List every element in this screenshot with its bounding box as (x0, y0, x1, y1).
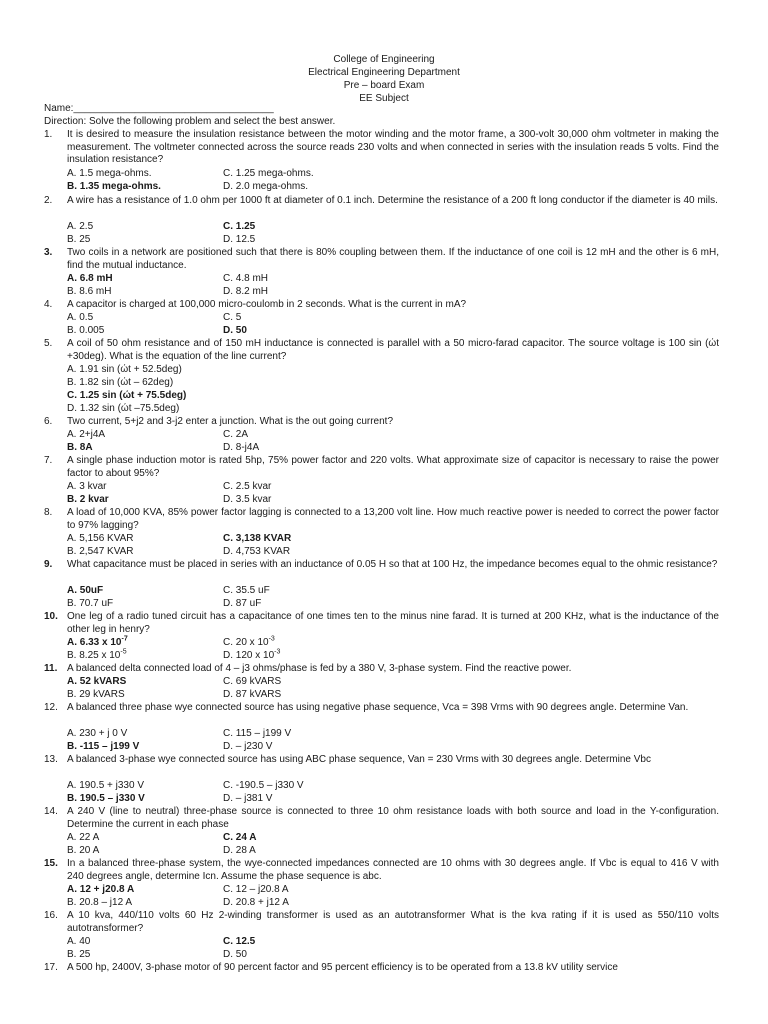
question-text: Two current, 5+j2 and 3-j2 enter a junction. What is the out going current? (67, 416, 394, 427)
option-d: D. 1.32 sin (ώt –75.5deg) (67, 403, 180, 414)
option-c: C. 3,138 KVAR (223, 533, 292, 544)
question-text: Two coils in a network are positioned such that there is 80% coupling between them. If the inductance of one coil is 12 mH and the other is 6 mH, find the mutual inductance. (67, 247, 719, 271)
option-d: D. 4,753 KVAR (223, 546, 291, 557)
question-text: A balanced three phase wye connected source has using negative phase sequence, Vca = 398 Vrms with 90 degrees angle. Determine Van. (67, 702, 689, 713)
option-d: D. 20.8 + j12 A (223, 897, 289, 908)
option-a: A. 1.5 mega-ohms. (67, 168, 152, 179)
option-d: D. 12.5 (223, 234, 256, 245)
option-c: C. 1.25 sin (ώt + 75.5deg) (67, 390, 187, 401)
option-a: A. 50uF (67, 585, 104, 596)
option-c: C. 2.5 kvar (223, 481, 272, 492)
question-text: One leg of a radio tuned circuit has a capacitance of one times ten to the minus nine farad. It is turned at 200 KHz, what is the inductance of the other leg in henry? (67, 611, 719, 635)
option-b: B. 8.25 x $10^{-5}$ (67, 648, 127, 661)
option-b: B. 70.7 uF (67, 598, 114, 609)
question-number: 11. (44, 663, 58, 674)
option-b: B. 20.8 – j12 A (67, 897, 133, 908)
question-text: It is desired to measure the insulation resistance between the motor winding and the motor frame, a 300-volt 30,000 ohm voltmeter in making the measurement. The voltmeter connected across the source reads 230 volts and when connected in series with the insulation reads 5 volts. Find the insulation resistance? (67, 129, 719, 166)
option-c: C. 1.25 mega-ohms. (223, 168, 314, 179)
option-b: B. 8A (67, 442, 93, 453)
option-a: A. 22 A (67, 832, 100, 843)
option-b: B. 1.35 mega-ohms. (67, 181, 161, 192)
option-a: A. 52 kVARS (67, 676, 127, 687)
question-text: A single phase induction motor is rated 5hp, 75% power factor and 220 volts. What approximate size of capacitor is necessary to raise the power factor to about 95%? (67, 455, 719, 479)
option-b: B. 25 (67, 234, 91, 245)
option-a: A. 2+j4A (67, 429, 106, 440)
option-a: A. 6.8 mH (67, 273, 113, 284)
question-number: 3. (44, 247, 53, 258)
question-number: 7. (44, 455, 53, 466)
option-d: D. 3.5 kvar (223, 494, 272, 505)
question-number: 13. (44, 754, 58, 765)
option-c: C. 4.8 mH (223, 273, 269, 284)
option-a: A. 40 (67, 936, 91, 947)
option-a: A. 5,156 KVAR (67, 533, 134, 544)
question-number: 5. (44, 338, 53, 349)
option-c: C. 20 x $10^{-3}$ (223, 635, 275, 648)
option-d: D. 87 kVARS (223, 689, 282, 700)
header-exam: Pre – board Exam (343, 80, 425, 91)
option-c: C. 35.5 uF (223, 585, 270, 596)
question-number: 2. (44, 195, 53, 206)
header-college: College of Engineering (333, 54, 435, 65)
option-c: C. 2A (223, 429, 249, 440)
header-department: Electrical Engineering Department (308, 67, 460, 78)
option-c: C. 115 – j199 V (223, 728, 292, 739)
option-b: B. 0.005 (67, 325, 105, 336)
option-a: A. 12 + j20.8 A (67, 884, 135, 895)
question-text: A coil of 50 ohm resistance and of 150 mH inductance is connected is parallel with a 50 micro-farad capacitor. The source voltage is 100 sin (ώt +30deg). What is the equation of the line current? (67, 338, 719, 362)
option-d: D. 8.2 mH (223, 286, 269, 297)
option-d: D. 2.0 mega-ohms. (223, 181, 309, 192)
question-number: 4. (44, 299, 53, 310)
option-b: B. 20 A (67, 845, 100, 856)
option-b: B. 190.5 – j330 V (67, 793, 145, 804)
option-b: B. 2,547 KVAR (67, 546, 134, 557)
question-text: In a balanced three-phase system, the wye-connected impedances connected are 10 ohms with 30 degrees angle. If Vbc is equal to 416 V with 240 degrees angle, determine Icn. Assume the phase sequence is abc. (67, 858, 719, 882)
option-d: D. 50 (223, 325, 247, 336)
question-text: A balanced delta connected load of 4 – j3 ohms/phase is fed by a 380 V, 3-phase system. Find the reactive power. (67, 663, 572, 674)
question-number: 14. (44, 806, 58, 817)
option-b: B. 29 kVARS (67, 689, 125, 700)
question-number: 16. (44, 910, 58, 921)
direction-text: Direction: Solve the following problem and select the best answer. (44, 116, 336, 127)
option-d: D. 8-j4A (223, 442, 260, 453)
option-a: A. 1.91 sin (ώt + 52.5deg) (67, 364, 182, 375)
option-d: D. 28 A (223, 845, 256, 856)
option-d: D. 87 uF (223, 598, 262, 609)
option-c: C. 24 A (223, 832, 257, 843)
question-number: 6. (44, 416, 53, 427)
question-text: A balanced 3-phase wye connected source has using ABC phase sequence, Van = 230 Vrms with 30 degrees angle. Determine Vbc (67, 754, 651, 765)
option-a: A. 190.5 + j330 V (67, 780, 145, 791)
question-text: A 240 V (line to neutral) three-phase source is connected to three 10 ohm resistance loads with both source and load in the Y-configuration. Determine the current in each phase (67, 806, 719, 830)
question-number: 12. (44, 702, 58, 713)
option-a: A. 230 + j 0 V (67, 728, 128, 739)
option-c: C. 12.5 (223, 936, 256, 947)
question-number: 10. (44, 611, 58, 622)
name-line: Name:____________________________________ (44, 103, 274, 114)
option-c: C. 1.25 (223, 221, 256, 232)
question-number: 8. (44, 507, 53, 518)
option-a: A. 3 kvar (67, 481, 107, 492)
question-number: 17. (44, 962, 58, 973)
question-number: 1. (44, 129, 53, 140)
question-text: A load of 10,000 KVA, 85% power factor lagging is connected to a 13,200 volt line. How much reactive power is needed to correct the power factor to 97% lagging? (67, 507, 719, 531)
question-text: A wire has a resistance of 1.0 ohm per 1000 ft at diameter of 0.1 inch. Determine the resistance of a 200 ft long conductor if the diameter is 40 mils. (67, 195, 718, 206)
option-b: B. 8.6 mH (67, 286, 112, 297)
question-text: A 500 hp, 2400V, 3-phase motor of 90 percent factor and 95 percent efficiency is to be operated from a 13.8 kV utility service (67, 962, 618, 973)
option-d: D. 120 x $10^{-3}$ (223, 648, 281, 661)
header-subject: EE Subject (359, 93, 409, 104)
option-c: C. 69 kVARS (223, 676, 282, 687)
option-c: C. 12 – j20.8 A (223, 884, 289, 895)
question-text: What capacitance must be placed in series with an inductance of 0.05 H so that at 100 Hz, the impedance becomes equal to the ohmic resistance? (67, 559, 718, 570)
option-c: C. -190.5 – j330 V (223, 780, 304, 791)
option-c: C. 5 (223, 312, 242, 323)
question-number: 9. (44, 559, 53, 570)
option-b: B. -115 – j199 V (67, 741, 140, 752)
option-a: A. 6.33 x $10^{-7}$ (67, 635, 128, 648)
question-text: A capacitor is charged at 100,000 micro-coulomb in 2 seconds. What is the current in mA? (67, 299, 467, 310)
option-d: D. 50 (223, 949, 247, 960)
option-b: B. 1.82 sin (ώt – 62deg) (67, 377, 174, 388)
question-number: 15. (44, 858, 58, 869)
option-a: A. 0.5 (67, 312, 94, 323)
option-a: A. 2.5 (67, 221, 94, 232)
option-d: D. – j230 V (223, 741, 273, 752)
question-text: A 10 kva, 440/110 volts 60 Hz 2-winding transformer is used as an autotransformer What is the kva rating if it is used as 550/110 volts autotransformer? (67, 910, 719, 934)
option-b: B. 2 kvar (67, 494, 109, 505)
option-b: B. 25 (67, 949, 91, 960)
option-d: D. – j381 V (223, 793, 273, 804)
